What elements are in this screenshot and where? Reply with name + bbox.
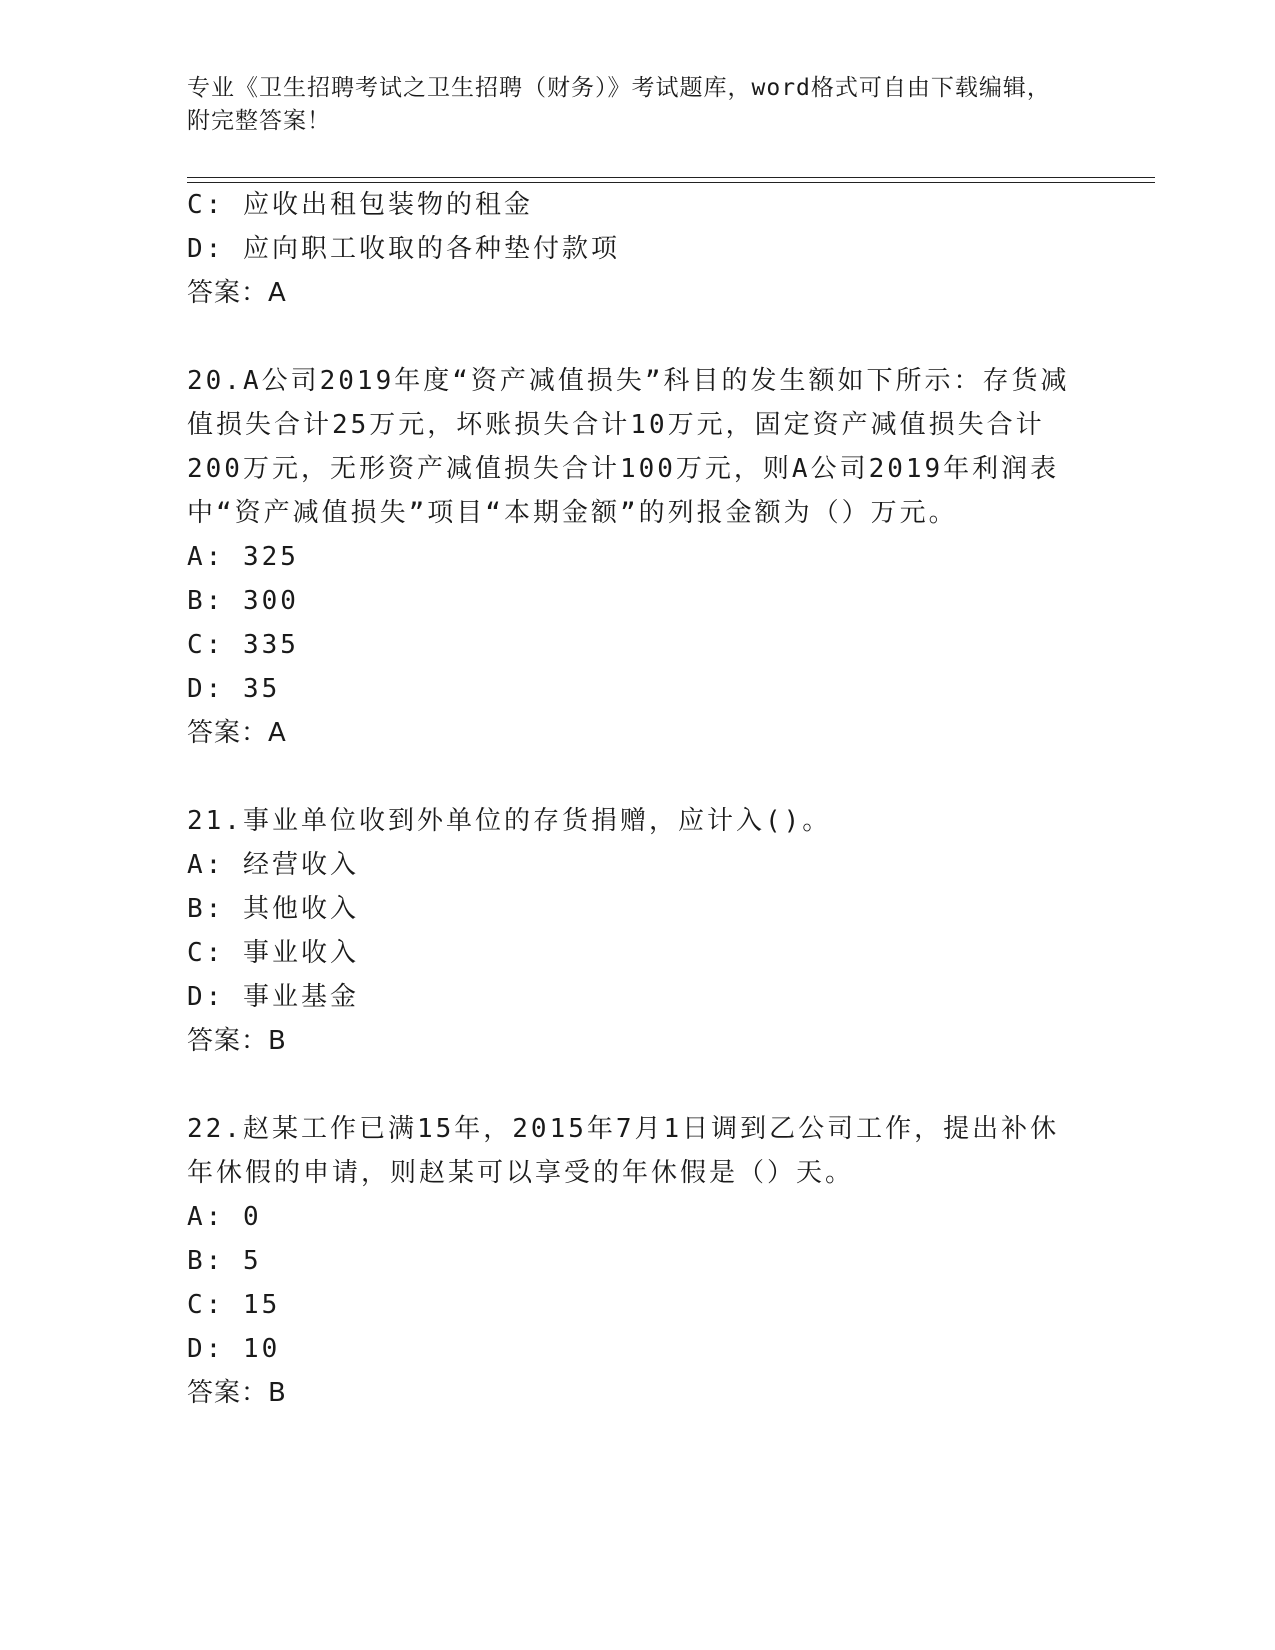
- option-label: D:: [187, 982, 225, 1012]
- option-text: 应向职工收取的各种垫付款项: [242, 234, 620, 264]
- option-label: A:: [187, 850, 225, 880]
- option-text: 经营收入: [242, 850, 359, 880]
- question-stem: 中“资产减值损失”项目“本期金额”的列报金额为（）万元。: [187, 498, 958, 528]
- option-text: 5: [242, 1246, 262, 1276]
- option-line: [187, 584, 1087, 618]
- option-label: B:: [187, 894, 225, 924]
- answer-line: 答案：A: [187, 718, 287, 748]
- option-text: 应收出租包装物的租金: [242, 190, 533, 220]
- option-label: D:: [187, 1334, 225, 1364]
- question-stem: 200万元，无形资产减值损失合计100万元，则A公司2019年利润表: [187, 454, 1060, 484]
- option-text: 300: [242, 586, 299, 616]
- option-line: [187, 672, 1087, 706]
- option-line: [187, 232, 1087, 266]
- option-text: 10: [242, 1334, 281, 1364]
- option-label: C:: [187, 630, 225, 660]
- option-line: [187, 188, 1087, 222]
- option-text: 35: [242, 674, 281, 704]
- option-text: 325: [242, 542, 299, 572]
- option-line: [187, 980, 1087, 1014]
- question-stem: 值损失合计25万元，坏账损失合计10万元，固定资产减值损失合计: [187, 410, 1045, 440]
- option-line: [187, 1200, 1087, 1234]
- option-text: 15: [242, 1290, 281, 1320]
- question-stem: 21.事业单位收到外单位的存货捐赠，应计入()。: [187, 806, 832, 836]
- option-line: [187, 848, 1087, 882]
- header-rule-top: [187, 177, 1155, 178]
- option-text: 事业收入: [242, 938, 359, 968]
- option-label: C:: [187, 1290, 225, 1320]
- option-label: A:: [187, 1202, 225, 1232]
- option-text: 其他收入: [242, 894, 359, 924]
- header-rule-bottom: [187, 182, 1155, 183]
- option-label: B:: [187, 1246, 225, 1276]
- answer-line: 答案：A: [187, 278, 287, 308]
- option-text: 事业基金: [242, 982, 359, 1012]
- option-line: [187, 1332, 1087, 1366]
- answer-line: 答案：B: [187, 1378, 287, 1408]
- answer-line: 答案：B: [187, 1026, 287, 1056]
- option-label: D:: [187, 674, 225, 704]
- document-header: 专业《卫生招聘考试之卫生招聘（财务）》考试题库，word格式可自由下载编辑，附完整答案！: [187, 75, 1051, 134]
- question-stem: 22.赵某工作已满15年，2015年7月1日调到乙公司工作，提出补休: [187, 1114, 1060, 1144]
- option-text: 0: [242, 1202, 262, 1232]
- option-label: C:: [187, 190, 225, 220]
- option-line: [187, 540, 1087, 574]
- option-line: [187, 936, 1087, 970]
- option-line: [187, 1288, 1087, 1322]
- option-label: C:: [187, 938, 225, 968]
- question-stem: 20.A公司2019年度“资产减值损失”科目的发生额如下所示：存货减: [187, 366, 1070, 396]
- option-label: A:: [187, 542, 225, 572]
- option-line: [187, 892, 1087, 926]
- option-line: [187, 628, 1087, 662]
- question-stem: 年休假的申请，则赵某可以享受的年休假是（）天。: [187, 1158, 855, 1188]
- option-label: B:: [187, 586, 225, 616]
- option-line: [187, 1244, 1087, 1278]
- option-text: 335: [242, 630, 299, 660]
- option-label: D:: [187, 234, 225, 264]
